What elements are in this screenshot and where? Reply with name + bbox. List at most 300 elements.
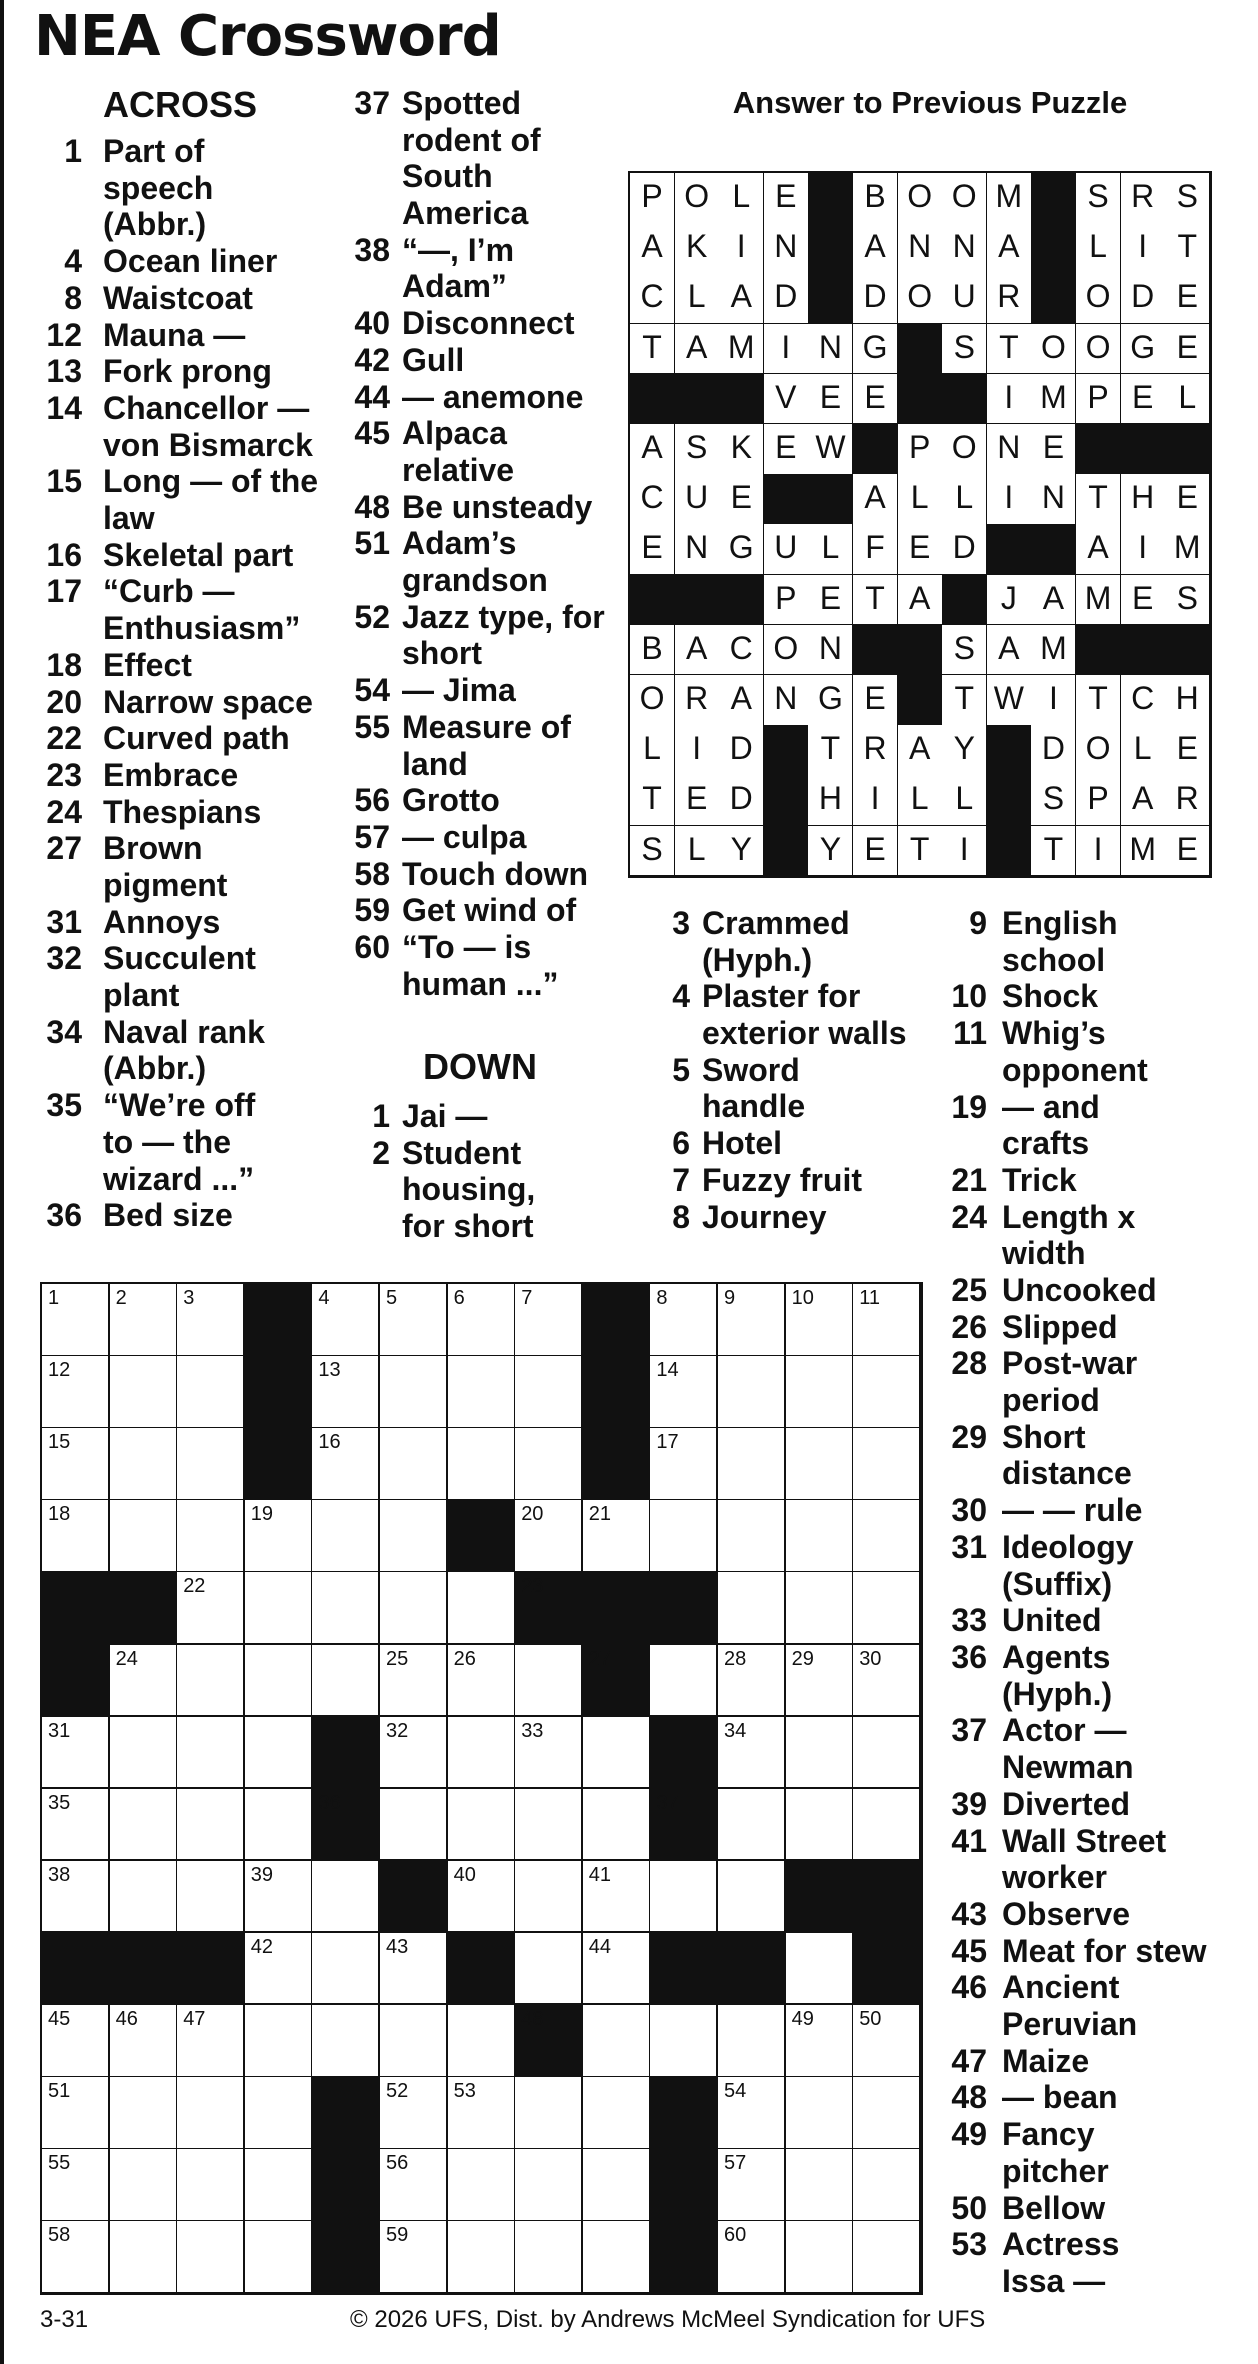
grid-cell[interactable] xyxy=(177,2221,245,2294)
cell-number: 37 xyxy=(656,1791,679,1814)
clue-number: 14 xyxy=(46,389,82,426)
cell-number: 23 xyxy=(521,1575,544,1598)
grid-cell[interactable] xyxy=(110,1645,178,1718)
answer-letter: P xyxy=(1076,775,1121,826)
answer-letter: C xyxy=(1121,675,1166,726)
answer-letter: O xyxy=(1031,324,1076,375)
grid-cell[interactable] xyxy=(853,1789,921,1862)
answer-letter: E xyxy=(1165,324,1210,375)
answer-letter: L xyxy=(942,775,987,826)
grid-cell[interactable] xyxy=(42,1428,110,1501)
grid-cell[interactable] xyxy=(583,1789,651,1862)
grid-cell[interactable] xyxy=(718,2005,786,2078)
grid-cell[interactable] xyxy=(583,2077,651,2150)
answer-letter: N xyxy=(1031,474,1076,525)
grid-cell[interactable] xyxy=(177,1572,245,1645)
clue-number: 29 xyxy=(951,1418,987,1455)
grid-cell[interactable] xyxy=(380,1572,448,1645)
grid-cell[interactable] xyxy=(110,1861,178,1934)
clue-text: English xyxy=(1002,905,1118,941)
grid-cell[interactable] xyxy=(448,1356,516,1429)
grid-black-square xyxy=(583,1284,651,1357)
grid-cell[interactable] xyxy=(583,1717,651,1790)
answer-letter: A xyxy=(987,625,1032,676)
clue-text: Diverted xyxy=(1002,1785,1131,1822)
grid-cell[interactable] xyxy=(110,1717,178,1790)
clue-number: 35 xyxy=(46,1087,82,1124)
grid-black-square xyxy=(245,1428,313,1501)
grid-cell[interactable] xyxy=(786,1284,854,1357)
grid-cell[interactable] xyxy=(380,2221,448,2294)
clue-number: 36 xyxy=(951,1639,987,1675)
answer-black-square xyxy=(987,725,1032,776)
clue-number: 27 xyxy=(46,830,82,867)
grid-cell[interactable] xyxy=(718,1356,786,1429)
answer-black-square xyxy=(1076,424,1121,475)
grid-black-square xyxy=(650,2077,718,2150)
grid-cell[interactable] xyxy=(380,1356,448,1429)
grid-cell[interactable] xyxy=(110,2077,178,2150)
cell-number: 58 xyxy=(48,2224,71,2247)
clue-number: 24 xyxy=(951,1198,987,1235)
answer-black-square xyxy=(630,374,675,425)
grid-cell[interactable] xyxy=(110,1284,178,1357)
clue-text: Plaster for xyxy=(702,978,861,1015)
grid-cell[interactable] xyxy=(786,2005,854,2078)
answer-black-square xyxy=(808,173,853,224)
grid-cell[interactable] xyxy=(448,1717,516,1790)
answer-letter: D xyxy=(719,775,764,826)
clue-text: Uncooked xyxy=(1002,1272,1157,1308)
grid-cell[interactable] xyxy=(786,1356,854,1429)
clue-number: 17 xyxy=(46,573,82,610)
clue-text: Be unsteady xyxy=(402,488,593,525)
grid-cell[interactable] xyxy=(786,1717,854,1790)
grid-cell[interactable] xyxy=(786,1789,854,1862)
answer-letter: S xyxy=(630,826,675,877)
grid-cell[interactable] xyxy=(245,1500,313,1573)
grid-cell[interactable] xyxy=(448,1789,516,1862)
grid-cell[interactable] xyxy=(718,1789,786,1862)
across-heading: ACROSS xyxy=(103,84,258,125)
grid-cell[interactable] xyxy=(718,1717,786,1790)
answer-letter: H xyxy=(808,775,853,826)
grid-cell[interactable] xyxy=(110,2149,178,2222)
grid-cell[interactable] xyxy=(177,1645,245,1718)
grid-cell[interactable] xyxy=(786,2149,854,2222)
clue-text: Newman xyxy=(1002,1749,1134,1786)
answer-black-square xyxy=(675,374,720,425)
grid-cell[interactable] xyxy=(380,1645,448,1718)
clue-text: Fancy xyxy=(1002,2116,1095,2153)
cell-number: 3 xyxy=(183,1287,195,1309)
clue-text: — culpa xyxy=(402,819,527,855)
answer-letter: R xyxy=(1165,775,1210,826)
previous-answer-heading: Answer to Previous Puzzle xyxy=(732,85,1128,120)
grid-cell[interactable] xyxy=(42,1284,110,1357)
clue-text: land xyxy=(402,745,468,782)
grid-cell[interactable] xyxy=(718,1500,786,1573)
answer-letter: E xyxy=(1121,374,1166,425)
grid-cell[interactable] xyxy=(718,2077,786,2150)
grid-cell[interactable] xyxy=(110,1356,178,1429)
cell-number: 11 xyxy=(859,1287,880,1309)
grid-cell[interactable] xyxy=(515,1789,583,1862)
clue-text: grandson xyxy=(402,562,548,599)
clue-text: Succulent xyxy=(103,940,256,977)
clue-text: Gull xyxy=(402,341,465,378)
grid-cell[interactable] xyxy=(245,1572,313,1645)
grid-cell[interactable] xyxy=(177,2077,245,2150)
clue-number: 39 xyxy=(951,1785,987,1822)
clue-text: (Suffix) xyxy=(1002,1565,1113,1602)
answer-black-square xyxy=(808,474,853,525)
clue-number: 24 xyxy=(46,793,82,830)
answer-black-square xyxy=(764,725,809,776)
cell-number: 25 xyxy=(386,1647,409,1670)
clue-text: Annoys xyxy=(103,903,221,940)
grid-cell[interactable] xyxy=(177,1356,245,1429)
grid-cell[interactable] xyxy=(448,2149,516,2222)
grid-cell[interactable] xyxy=(583,1500,651,1573)
grid-cell[interactable] xyxy=(583,2149,651,2222)
grid-cell[interactable] xyxy=(515,1645,583,1718)
clue-number: 30 xyxy=(951,1492,987,1529)
answer-letter: I xyxy=(1121,524,1166,575)
clue-number: 15 xyxy=(46,463,82,500)
grid-cell[interactable] xyxy=(312,1861,380,1934)
grid-cell[interactable] xyxy=(448,1645,516,1718)
cell-number: 16 xyxy=(318,1431,341,1454)
grid-cell[interactable] xyxy=(786,1428,854,1501)
grid-cell[interactable] xyxy=(380,1428,448,1501)
grid-black-square xyxy=(42,1933,110,2006)
grid-cell[interactable] xyxy=(42,1789,110,1862)
grid-cell[interactable] xyxy=(853,2149,921,2222)
puzzle-date: 3-31 xyxy=(40,2306,89,2333)
grid-cell[interactable] xyxy=(853,1572,921,1645)
grid-cell[interactable] xyxy=(380,1789,448,1862)
grid-cell[interactable] xyxy=(650,1645,718,1718)
cell-number: 24 xyxy=(115,1647,138,1670)
cell-number: 47 xyxy=(183,2008,206,2030)
answer-letter: E xyxy=(1121,575,1166,626)
cell-number: 39 xyxy=(250,1863,274,1886)
answer-letter: O xyxy=(1076,273,1121,324)
clue-text: — — rule xyxy=(1002,1492,1143,1529)
clue-text: Mauna — xyxy=(103,316,246,353)
grid-cell[interactable] xyxy=(650,1500,718,1573)
grid-black-square xyxy=(650,2221,718,2294)
answer-letter: T xyxy=(1076,474,1121,525)
grid-cell[interactable] xyxy=(650,1861,718,1934)
clue-text: — Jima xyxy=(402,672,516,709)
grid-cell[interactable] xyxy=(42,1861,110,1934)
answer-black-square xyxy=(764,474,809,525)
answer-black-square xyxy=(1165,625,1210,676)
cell-number: 54 xyxy=(724,2080,747,2103)
clue-number: 38 xyxy=(354,231,390,268)
grid-cell[interactable] xyxy=(650,1428,718,1501)
answer-black-square xyxy=(764,826,809,877)
answer-letter: O xyxy=(942,424,987,475)
answer-black-square xyxy=(1031,223,1076,274)
clue-text: width xyxy=(1002,1235,1086,1272)
cell-number: 40 xyxy=(453,1863,476,1886)
grid-cell[interactable] xyxy=(245,1789,313,1862)
grid-cell[interactable] xyxy=(177,1789,245,1862)
grid-cell[interactable] xyxy=(380,1500,448,1573)
grid-cell[interactable] xyxy=(42,2221,110,2294)
clue-text: rodent of xyxy=(402,121,541,158)
grid-cell[interactable] xyxy=(853,2077,921,2150)
grid-cell[interactable] xyxy=(650,1284,718,1357)
grid-cell[interactable] xyxy=(583,1933,651,2006)
grid-cell[interactable] xyxy=(718,2221,786,2294)
answer-letter: S xyxy=(1031,775,1076,826)
answer-letter: V xyxy=(764,374,809,425)
grid-cell[interactable] xyxy=(786,1933,854,2006)
answer-letter: A xyxy=(853,223,898,274)
clue-text: Waistcoat xyxy=(103,279,253,316)
answer-letter: S xyxy=(942,625,987,676)
grid-black-square xyxy=(583,1572,651,1645)
grid-cell[interactable] xyxy=(650,2005,718,2078)
clue-number: 50 xyxy=(951,2189,987,2226)
grid-cell[interactable] xyxy=(380,1933,448,2006)
grid-cell[interactable] xyxy=(177,2005,245,2078)
grid-cell[interactable] xyxy=(583,2221,651,2294)
clue-text: — anemone xyxy=(402,378,584,415)
grid-cell[interactable] xyxy=(448,2077,516,2150)
grid-cell[interactable] xyxy=(853,2221,921,2294)
grid-cell[interactable] xyxy=(380,1717,448,1790)
grid-cell[interactable] xyxy=(853,2005,921,2078)
clue-number: 44 xyxy=(354,378,390,415)
grid-black-square xyxy=(448,1933,516,2006)
grid-cell[interactable] xyxy=(515,1861,583,1934)
grid-black-square xyxy=(853,1861,921,1934)
grid-cell[interactable] xyxy=(786,1645,854,1718)
grid-cell[interactable] xyxy=(110,1500,178,1573)
cell-number: 26 xyxy=(453,1647,476,1670)
clue-text: von Bismarck xyxy=(103,426,313,463)
answer-black-square xyxy=(764,775,809,826)
clue-number: 28 xyxy=(951,1345,987,1382)
answer-letter: P xyxy=(630,173,675,224)
grid-cell[interactable] xyxy=(312,1645,380,1718)
clue-number: 4 xyxy=(672,978,690,1015)
answer-letter: A xyxy=(853,474,898,525)
grid-cell[interactable] xyxy=(515,1933,583,2006)
grid-cell[interactable] xyxy=(718,1645,786,1718)
grid-cell[interactable] xyxy=(380,2149,448,2222)
clue-text: Ancient xyxy=(1002,1969,1120,2006)
grid-cell[interactable] xyxy=(245,2077,313,2150)
grid-cell[interactable] xyxy=(515,2149,583,2222)
answer-letter: H xyxy=(1121,474,1166,525)
grid-cell[interactable] xyxy=(718,1284,786,1357)
grid-cell[interactable] xyxy=(42,1500,110,1573)
grid-black-square xyxy=(312,1717,380,1790)
grid-cell[interactable] xyxy=(718,1572,786,1645)
grid-cell[interactable] xyxy=(718,1861,786,1934)
grid-cell[interactable] xyxy=(245,1717,313,1790)
grid-cell[interactable] xyxy=(380,2005,448,2078)
answer-letter: D xyxy=(764,273,809,324)
grid-cell[interactable] xyxy=(245,1933,313,2006)
clue-number: 55 xyxy=(354,708,390,745)
grid-cell[interactable] xyxy=(448,1284,516,1357)
answer-letter: U xyxy=(764,524,809,575)
answer-letter: T xyxy=(942,675,987,726)
answer-letter: I xyxy=(942,826,987,877)
grid-cell[interactable] xyxy=(312,1572,380,1645)
clue-text: South xyxy=(402,158,493,195)
grid-cell[interactable] xyxy=(110,2221,178,2294)
grid-cell[interactable] xyxy=(853,1356,921,1429)
grid-cell[interactable] xyxy=(177,1861,245,1934)
grid-cell[interactable] xyxy=(448,2005,516,2078)
grid-cell[interactable] xyxy=(853,1500,921,1573)
answer-letter: B xyxy=(630,625,675,676)
clue-text: Curved path xyxy=(103,720,290,757)
grid-black-square xyxy=(853,1933,921,2006)
grid-cell[interactable] xyxy=(718,1428,786,1501)
previous-answer-grid xyxy=(628,171,1212,878)
grid-cell[interactable] xyxy=(380,1284,448,1357)
answer-letter: E xyxy=(808,575,853,626)
grid-cell[interactable] xyxy=(42,2005,110,2078)
answer-letter: A xyxy=(898,725,943,776)
cell-number: 34 xyxy=(724,1719,747,1742)
clue-text: Jai — xyxy=(402,1098,488,1134)
grid-cell[interactable] xyxy=(853,1284,921,1357)
grid-cell[interactable] xyxy=(245,1861,313,1934)
grid-cell[interactable] xyxy=(177,1717,245,1790)
grid-cell[interactable] xyxy=(786,2077,854,2150)
clue-text: United xyxy=(1002,1602,1102,1639)
clue-number: 37 xyxy=(951,1712,987,1749)
cell-number: 20 xyxy=(521,1503,544,1526)
answer-black-square xyxy=(1165,424,1210,475)
clue-text: worker xyxy=(1002,1859,1107,1896)
grid-cell[interactable] xyxy=(110,2005,178,2078)
answer-letter: E xyxy=(853,675,898,726)
grid-cell[interactable] xyxy=(177,2149,245,2222)
cell-number: 1 xyxy=(48,1287,60,1309)
grid-cell[interactable] xyxy=(786,1500,854,1573)
grid-cell[interactable] xyxy=(515,1428,583,1501)
answer-letter: R xyxy=(675,675,720,726)
grid-cell[interactable] xyxy=(245,2149,313,2222)
grid-cell[interactable] xyxy=(245,2005,313,2078)
grid-cell[interactable] xyxy=(786,2221,854,2294)
clue-text: “To — is xyxy=(402,929,532,966)
grid-cell[interactable] xyxy=(448,1572,516,1645)
grid-cell[interactable] xyxy=(177,1284,245,1357)
clue-text: crafts xyxy=(1002,1125,1090,1162)
grid-cell[interactable] xyxy=(853,1645,921,1718)
answer-letter: G xyxy=(1121,324,1166,375)
clue-number: 8 xyxy=(64,279,82,316)
answer-letter: J xyxy=(987,575,1032,626)
grid-cell[interactable] xyxy=(110,1428,178,1501)
grid-cell[interactable] xyxy=(245,1645,313,1718)
grid-cell[interactable] xyxy=(110,1789,178,1862)
grid-cell[interactable] xyxy=(448,1428,516,1501)
grid-cell[interactable] xyxy=(312,1356,380,1429)
cell-number: 56 xyxy=(386,2152,409,2175)
grid-cell[interactable] xyxy=(515,1500,583,1573)
grid-cell[interactable] xyxy=(583,2005,651,2078)
clue-text: period xyxy=(1002,1382,1100,1419)
answer-letter: I xyxy=(719,223,764,274)
clue-number: 11 xyxy=(953,1015,987,1052)
grid-cell[interactable] xyxy=(448,1861,516,1934)
down-heading: DOWN xyxy=(423,1046,537,1087)
grid-cell[interactable] xyxy=(583,1861,651,1934)
answer-letter: L xyxy=(942,474,987,525)
grid-cell[interactable] xyxy=(448,2221,516,2294)
answer-black-square xyxy=(853,424,898,475)
clue-text: Embrace xyxy=(103,756,239,793)
clue-text: — and xyxy=(1002,1088,1100,1125)
grid-cell[interactable] xyxy=(312,1933,380,2006)
grid-cell[interactable] xyxy=(42,2077,110,2150)
grid-cell[interactable] xyxy=(515,1284,583,1357)
grid-cell[interactable] xyxy=(650,1356,718,1429)
grid-cell[interactable] xyxy=(515,2077,583,2150)
grid-black-square xyxy=(650,1572,718,1645)
grid-cell[interactable] xyxy=(515,1717,583,1790)
grid-cell[interactable] xyxy=(853,1428,921,1501)
grid-black-square xyxy=(312,2077,380,2150)
answer-letter: L xyxy=(898,474,943,525)
grid-cell[interactable] xyxy=(718,2149,786,2222)
grid-cell[interactable] xyxy=(853,1717,921,1790)
answer-letter: P xyxy=(764,575,809,626)
answer-letter: T xyxy=(808,725,853,776)
grid-cell[interactable] xyxy=(312,1284,380,1357)
clue-number: 52 xyxy=(354,598,390,635)
grid-cell[interactable] xyxy=(177,1428,245,1501)
grid-cell[interactable] xyxy=(312,1500,380,1573)
clue-text: Whig’s xyxy=(1002,1015,1106,1052)
grid-cell[interactable] xyxy=(786,1572,854,1645)
grid-black-square xyxy=(110,1572,178,1645)
clue-number: 1 xyxy=(372,1098,390,1134)
grid-cell[interactable] xyxy=(312,1428,380,1501)
clue-number: 19 xyxy=(951,1088,987,1125)
clue-number: 48 xyxy=(354,488,390,525)
clue-text: Short xyxy=(1002,1418,1086,1455)
answer-letter: K xyxy=(719,424,764,475)
grid-cell[interactable] xyxy=(515,1356,583,1429)
answer-letter: G xyxy=(808,675,853,726)
grid-cell[interactable] xyxy=(380,2077,448,2150)
grid-cell[interactable] xyxy=(177,1500,245,1573)
clue-text: — bean xyxy=(1002,2079,1118,2116)
grid-cell[interactable] xyxy=(245,2221,313,2294)
grid-cell[interactable] xyxy=(42,2149,110,2222)
grid-cell[interactable] xyxy=(515,2221,583,2294)
clue-number: 49 xyxy=(951,2116,987,2153)
grid-cell[interactable] xyxy=(42,1717,110,1790)
grid-cell[interactable] xyxy=(312,2005,380,2078)
grid-cell[interactable] xyxy=(42,1356,110,1429)
grid-black-square xyxy=(515,1572,583,1645)
